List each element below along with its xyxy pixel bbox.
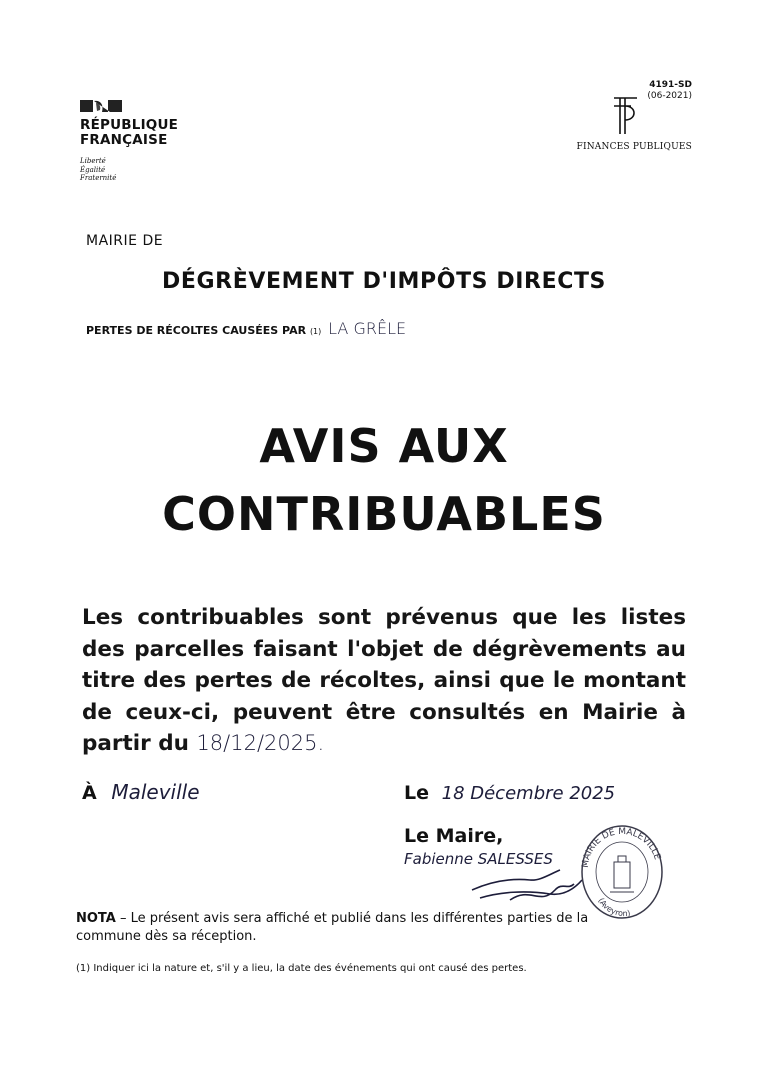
document-title: DÉGRÈVEMENT D'IMPÔTS DIRECTS: [162, 269, 606, 294]
notice-text: Les contribuables sont prévenus que les listes des parcelles faisant l'objet de dégrèvements au titre des pertes de récoltes, ainsi que le montant de ceux-ci, peuvent être consultés en Mairie à partir du: [82, 605, 686, 756]
form-code: 4191-SD: [649, 80, 692, 90]
avis-title-line1: AVIS AUX: [259, 419, 509, 473]
pertes-ref: (1): [309, 327, 322, 336]
nota-text: [76, 910, 646, 946]
date-prefix: Le: [404, 782, 429, 804]
notice-paragraph: [82, 602, 686, 760]
motto-egalite: Égalité: [80, 165, 106, 174]
pertes-label: PERTES DE RÉCOLTES CAUSÉES PAR: [86, 324, 307, 337]
place-handwritten: Maleville: [111, 780, 200, 804]
signatory-title: Le Maire,: [404, 825, 504, 847]
pertes-line: [86, 319, 406, 338]
signature: [470, 860, 590, 910]
republic-motto: [80, 157, 116, 183]
notice-date-handwritten: 18/12/2025.: [196, 731, 325, 755]
motto-fraternite: Fraternité: [80, 174, 117, 182]
stamp-top-text: MAIRIE DE MALEVILLE: [580, 826, 662, 869]
republic-line2: FRANÇAISE: [80, 132, 168, 148]
finances-publiques-label: FINANCES PUBLIQUES: [576, 142, 692, 152]
stamp-bottom-text: (Aveyron): [596, 896, 632, 919]
finances-publiques-logo: [611, 94, 641, 136]
avis-title-line2: CONTRIBUABLES: [162, 487, 606, 541]
place-prefix: À: [82, 782, 97, 804]
pertes-cause-handwritten: LA GRÊLE: [328, 319, 407, 338]
republic-line1: RÉPUBLIQUE: [80, 117, 179, 133]
mairie-stamp: [576, 812, 666, 924]
date-line: [404, 782, 615, 804]
republic-title: [80, 118, 178, 148]
mairie-label: MAIRIE DE: [86, 233, 164, 249]
motto-liberte: Liberté: [80, 157, 106, 165]
form-date: (06-2021): [647, 91, 692, 101]
nota-body: – Le présent avis sera affiché et publié dans les différentes parties de la commune dès sa réception.: [76, 911, 589, 944]
date-handwritten: 18 Décembre 2025: [441, 783, 616, 804]
footnote: (1) Indiquer ici la nature et, s'il y a lieu, la date des événements qui ont causé des pertes.: [76, 963, 527, 974]
marianne-logo: [80, 99, 122, 113]
signatory-name-handwritten: Fabienne SALESSES: [404, 850, 553, 868]
place-line: [82, 780, 200, 804]
nota-label: NOTA: [76, 911, 116, 926]
